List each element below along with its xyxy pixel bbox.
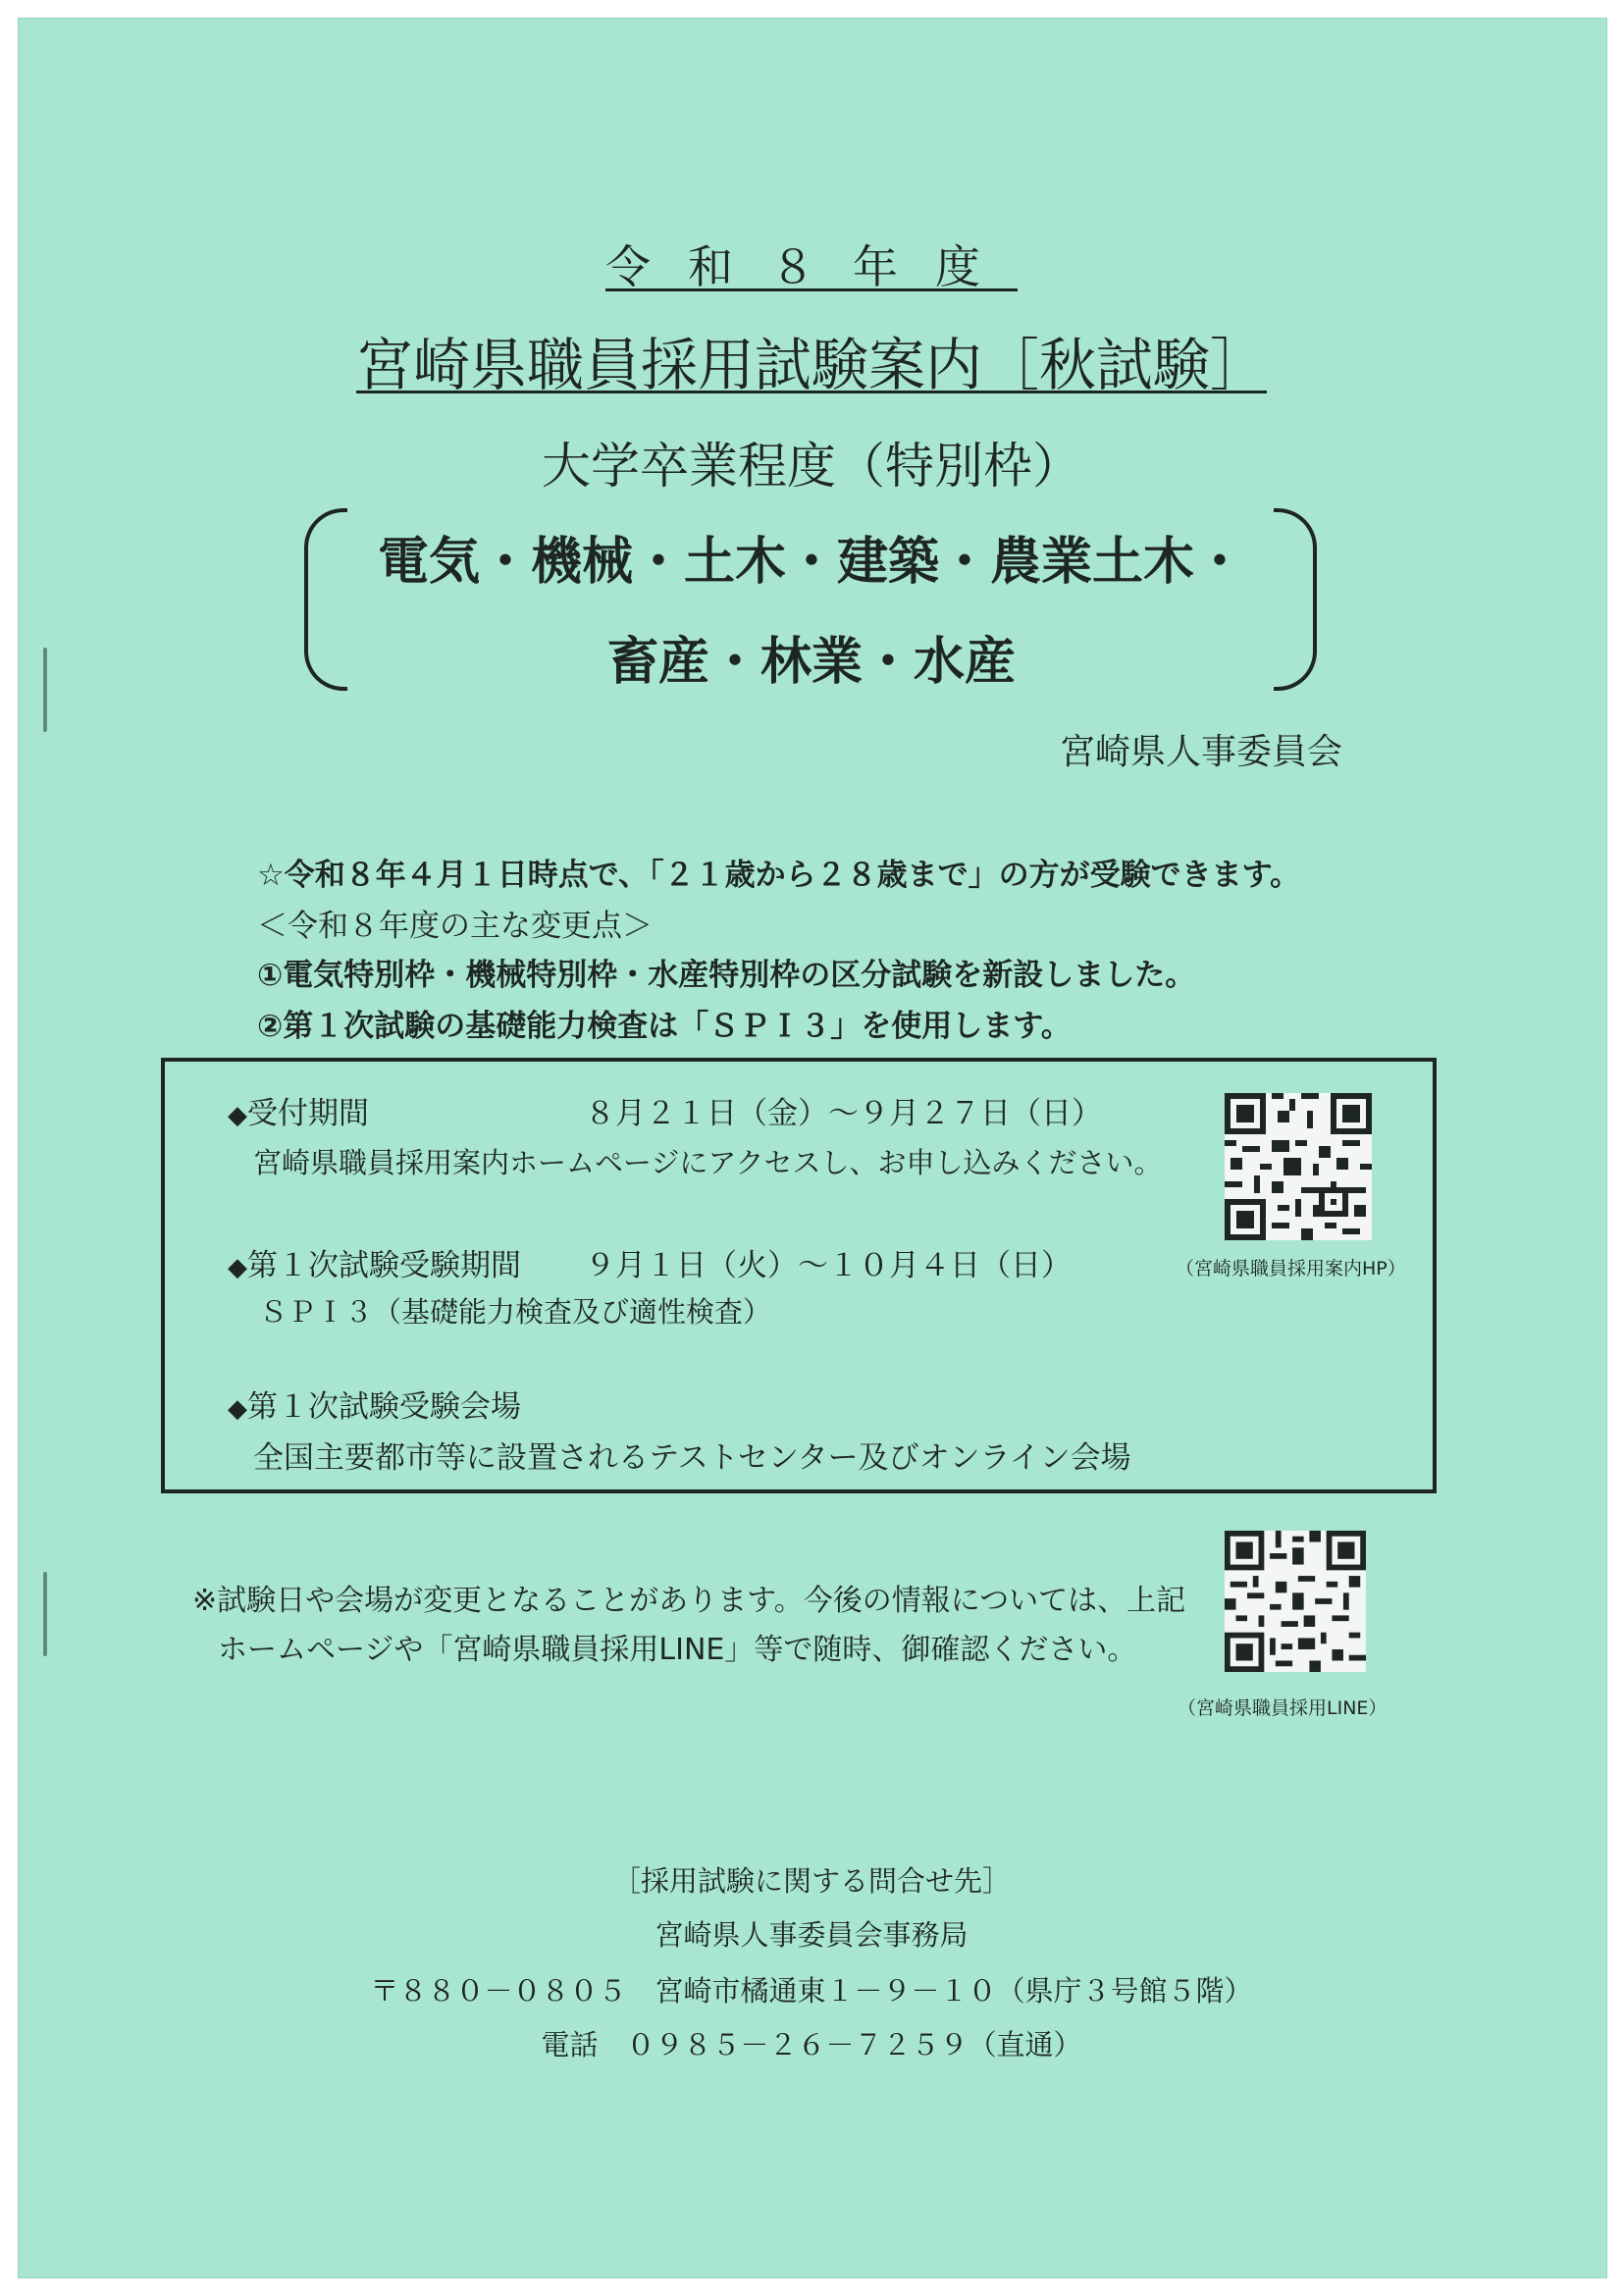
exam-info-box bbox=[161, 1058, 1437, 1493]
contact-heading: ［採用試験に関する問合せ先］ bbox=[611, 1864, 1011, 1898]
reception-period: ８月２１日（金）～９月２７日（日） bbox=[585, 1096, 1102, 1131]
first-exam-heading: ◆第１次試験受験期間 bbox=[228, 1248, 521, 1283]
venue-heading: ◆第１次試験受験会場 bbox=[228, 1389, 521, 1425]
diamond-bullet-icon: ◆ bbox=[228, 1101, 247, 1130]
first-exam-detail: ＳＰＩ３（基礎能力検査及び適性検査） bbox=[259, 1295, 772, 1329]
recruitment-line-qr-code-icon[interactable] bbox=[1225, 1531, 1366, 1672]
change-item-1: ①電気特別枠・機械特別枠・水産特別枠の区分試験を新設しました。 bbox=[257, 958, 1196, 993]
diamond-bullet-icon: ◆ bbox=[228, 1394, 247, 1424]
subject-list-line-2: 畜産・林業・水産 bbox=[606, 633, 1016, 692]
change-notice-line-2: ホームページや「宮崎県職員採用LINE」等で随時、御確認ください。 bbox=[218, 1633, 1137, 1667]
diamond-bullet-icon: ◆ bbox=[228, 1253, 247, 1282]
first-exam-period: ９月１日（火）～１０月４日（日） bbox=[585, 1248, 1072, 1283]
contact-telephone: 電話 ０９８５－２６－７２５９（直通） bbox=[541, 2028, 1082, 2061]
recruitment-hp-qr-code-icon[interactable] bbox=[1225, 1093, 1372, 1240]
change-notice-line-1: ※試験日や会場が変更となることがあります。今後の情報については、上記 bbox=[192, 1584, 1186, 1618]
venue-detail: 全国主要都市等に設置されるテストセンター及びオンライン会場 bbox=[253, 1440, 1131, 1476]
contact-organization: 宮崎県人事委員会事務局 bbox=[654, 1918, 969, 1952]
binder-hole-mark bbox=[43, 1572, 47, 1656]
reception-detail: 宮崎県職員採用案内ホームページにアクセスし、お申し込みください。 bbox=[253, 1146, 1163, 1179]
changes-heading: ＜令和８年度の主な変更点＞ bbox=[257, 909, 653, 944]
contact-address: 〒８８０－０８０５ 宮崎市橘通東１－９－１０（県庁３号館５階） bbox=[370, 1974, 1253, 2008]
reception-heading: ◆受付期間 bbox=[228, 1096, 369, 1131]
change-item-2: ②第１次試験の基礎能力検査は「ＳＰＩ３」を使用します。 bbox=[257, 1009, 1072, 1044]
age-eligibility-note: ☆令和８年４月１日時点で、「２１歳から２８歳まで」の方が受験できます。 bbox=[257, 858, 1301, 893]
document-subtitle: 大学卒業程度（特別枠） bbox=[542, 438, 1081, 495]
document-title: 宮崎県職員採用試験案内［秋試験］ bbox=[355, 332, 1267, 398]
subject-list-line-1: 電気・機械・土木・建築・農業土木・ bbox=[377, 533, 1245, 592]
fiscal-year-heading: 令和８年度 bbox=[605, 240, 1018, 293]
issuer: 宮崎県人事委員会 bbox=[1060, 732, 1343, 772]
recruitment-hp-qr-caption: （宮崎県職員採用案内HP） bbox=[1176, 1258, 1406, 1279]
recruitment-line-qr-caption: （宮崎県職員採用LINE） bbox=[1178, 1697, 1387, 1719]
